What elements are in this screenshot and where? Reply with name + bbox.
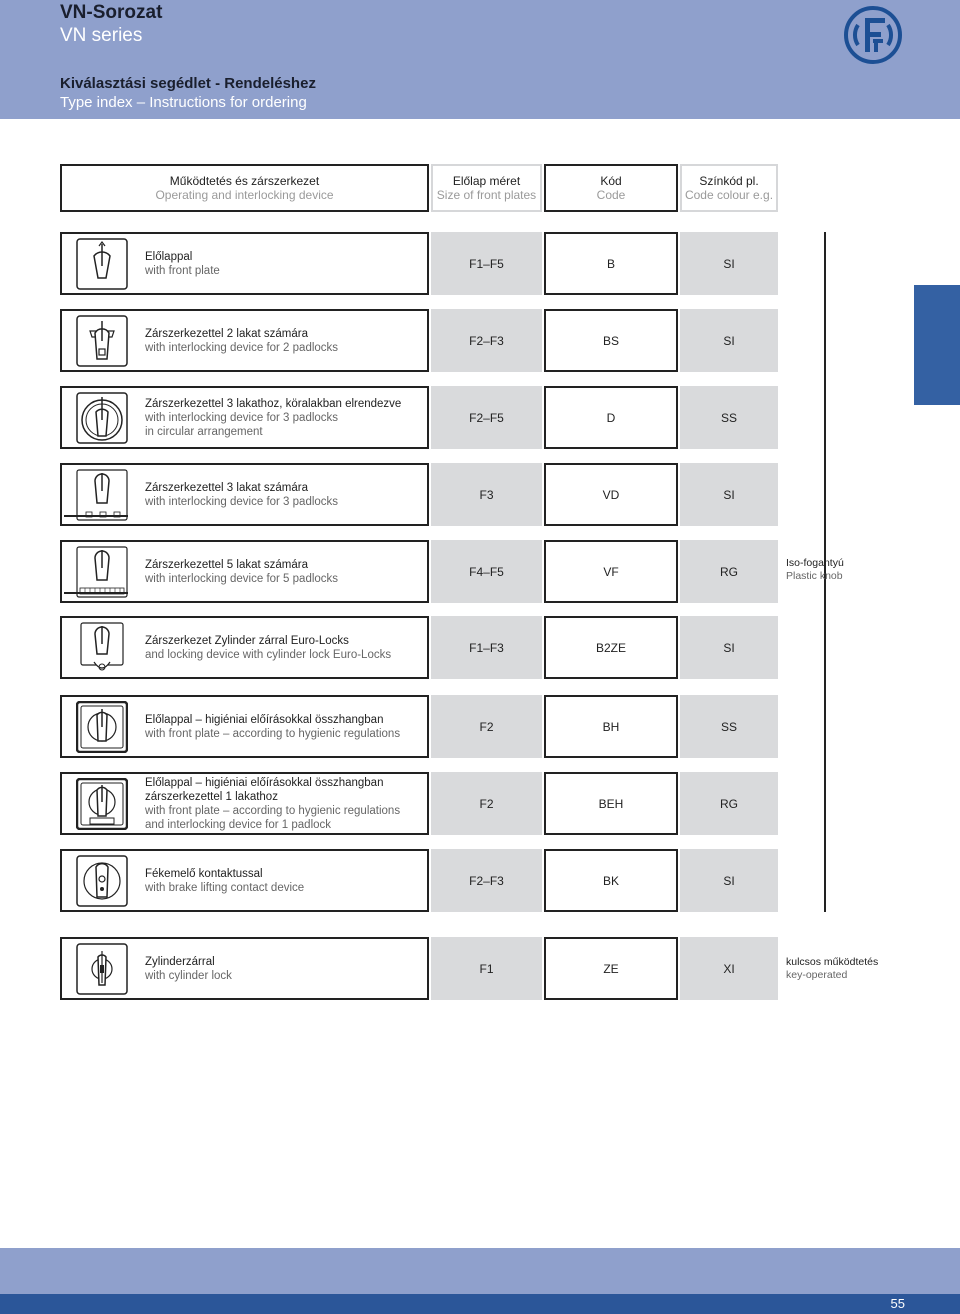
row-label-en: with front plate	[145, 264, 220, 277]
brake-contact-icon	[76, 855, 128, 907]
header-device	[60, 164, 429, 212]
row-color: SS	[680, 386, 778, 449]
row-color: RG	[680, 772, 778, 835]
hygienic-plate-icon	[76, 701, 128, 753]
padlock-5-icon	[76, 546, 128, 598]
company-logo-icon	[843, 5, 903, 65]
table-row	[60, 386, 778, 449]
table-row	[60, 309, 778, 372]
page-subtitle: Kiválasztási segédlet - Rendeléshez	[60, 75, 316, 92]
header-color	[680, 164, 778, 212]
front-plate-icon	[76, 238, 128, 290]
row-code: BS	[544, 309, 678, 372]
row-label-en: with cylinder lock	[145, 969, 232, 982]
euro-lock-icon	[76, 622, 128, 674]
row-description	[60, 463, 429, 526]
row-label-hu: Zárszerkezettel 5 lakat számára	[145, 558, 308, 571]
row-code: VF	[544, 540, 678, 603]
row-size: F4–F5	[431, 540, 542, 603]
row-label-hu: Előlappal – higiéniai előírásokkal összhangban	[145, 776, 384, 789]
header-color-label: Színkód pl.	[699, 174, 759, 188]
hygienic-padlock-icon	[76, 778, 128, 830]
table-row	[60, 772, 778, 835]
header-device-label-en: Operating and interlocking device	[155, 188, 334, 202]
table-row	[60, 849, 778, 912]
row-code: BEH	[544, 772, 678, 835]
row-label-en: with front plate – according to hygienic regulations	[145, 727, 401, 740]
row-color: SI	[680, 849, 778, 912]
row-color: SI	[680, 463, 778, 526]
header-color-label-en: Code colour e.g.	[684, 188, 774, 202]
page-number: 55	[890, 1296, 905, 1311]
row-size: F1–F5	[431, 232, 542, 295]
row-label-hu: Zárszerkezettel 3 lakathoz, köralakban elrendezve	[145, 397, 402, 410]
row-color: SI	[680, 309, 778, 372]
row-color: SI	[680, 232, 778, 295]
page-header	[0, 0, 960, 119]
row-color: XI	[680, 937, 778, 1000]
row-label-en: with interlocking device for 5 padlocks	[145, 572, 339, 585]
row-size: F2–F5	[431, 386, 542, 449]
row-code: B	[544, 232, 678, 295]
row-label-en-2: and interlocking device for 1 padlock	[145, 818, 332, 831]
table-row	[60, 540, 778, 603]
table-row	[60, 695, 778, 758]
row-label-hu: Előlappal	[145, 250, 193, 263]
note-key-operated	[786, 956, 878, 982]
row-label-en: with interlocking device for 3 padlocks	[145, 411, 339, 424]
note-key-hu: kulcsos működtetés	[786, 956, 879, 968]
row-color: SI	[680, 616, 778, 679]
row-description	[60, 849, 429, 912]
note-plastic-knob	[786, 557, 844, 583]
row-description	[60, 616, 429, 679]
row-description	[60, 232, 429, 295]
row-description	[60, 695, 429, 758]
row-size: F2	[431, 772, 542, 835]
table-row	[60, 463, 778, 526]
row-label-hu: Előlappal – higiéniai előírásokkal összhangban	[145, 713, 384, 726]
header-size-label: Előlap méret	[452, 174, 521, 188]
row-size: F1–F3	[431, 616, 542, 679]
table-row	[60, 937, 778, 1000]
row-label-en: with interlocking device for 3 padlocks	[145, 495, 339, 508]
section-tab-marker	[914, 285, 960, 405]
row-color: RG	[680, 540, 778, 603]
row-size: F2–F3	[431, 849, 542, 912]
row-size: F2–F3	[431, 309, 542, 372]
header-size	[431, 164, 542, 212]
row-description	[60, 937, 429, 1000]
row-description	[60, 772, 429, 835]
row-code: ZE	[544, 937, 678, 1000]
table-row	[60, 616, 778, 679]
page-subtitle-english: Type index – Instructions for ordering	[60, 94, 307, 111]
row-description	[60, 540, 429, 603]
row-code: BK	[544, 849, 678, 912]
note-knob-en: Plastic knob	[786, 570, 843, 582]
row-code: D	[544, 386, 678, 449]
padlock-3-icon	[76, 469, 128, 521]
row-label-en-2: in circular arrangement	[145, 425, 263, 438]
note-key-en: key-operated	[786, 969, 848, 981]
padlock-2-icon	[76, 315, 128, 367]
row-label-en: and locking device with cylinder lock Euro-Locks	[145, 648, 392, 661]
row-label-hu-2: zárszerkezettel 1 lakathoz	[145, 790, 278, 803]
row-size: F2	[431, 695, 542, 758]
table-header-row	[60, 164, 778, 212]
header-code	[544, 164, 678, 212]
header-code-label-en: Code	[596, 188, 626, 202]
cylinder-lock-icon	[76, 943, 128, 995]
row-description	[60, 309, 429, 372]
row-code: BH	[544, 695, 678, 758]
row-label-en: with interlocking device for 2 padlocks	[145, 341, 339, 354]
note-knob-hu: Iso-fogantyú	[786, 557, 844, 569]
padlock-circular-icon	[76, 392, 128, 444]
page-title-english: VN series	[60, 25, 143, 46]
row-label-hu: Zárszerkezettel 3 lakat számára	[145, 481, 308, 494]
footer-band	[0, 1248, 960, 1294]
table-row	[60, 232, 778, 295]
row-label-hu: Fékemelő kontaktussal	[145, 867, 263, 880]
row-label-hu: Zylinderzárral	[145, 955, 215, 968]
row-label-en: with front plate – according to hygienic regulations	[145, 804, 401, 817]
row-size: F1	[431, 937, 542, 1000]
row-size: F3	[431, 463, 542, 526]
row-label-hu: Zárszerkezet Zylinder zárral Euro-Locks	[145, 634, 349, 647]
row-description	[60, 386, 429, 449]
row-code: B2ZE	[544, 616, 678, 679]
footer-bar	[0, 1294, 960, 1314]
row-label-hu: Zárszerkezettel 2 lakat számára	[145, 327, 308, 340]
page-title: VN-Sorozat	[60, 2, 163, 23]
row-label-en: with brake lifting contact device	[145, 881, 305, 894]
row-code: VD	[544, 463, 678, 526]
header-code-label: Kód	[600, 174, 622, 188]
header-size-label-en: Size of front plates	[436, 188, 537, 202]
header-device-label: Működtetés és zárszerkezet	[169, 174, 320, 188]
row-color: SS	[680, 695, 778, 758]
